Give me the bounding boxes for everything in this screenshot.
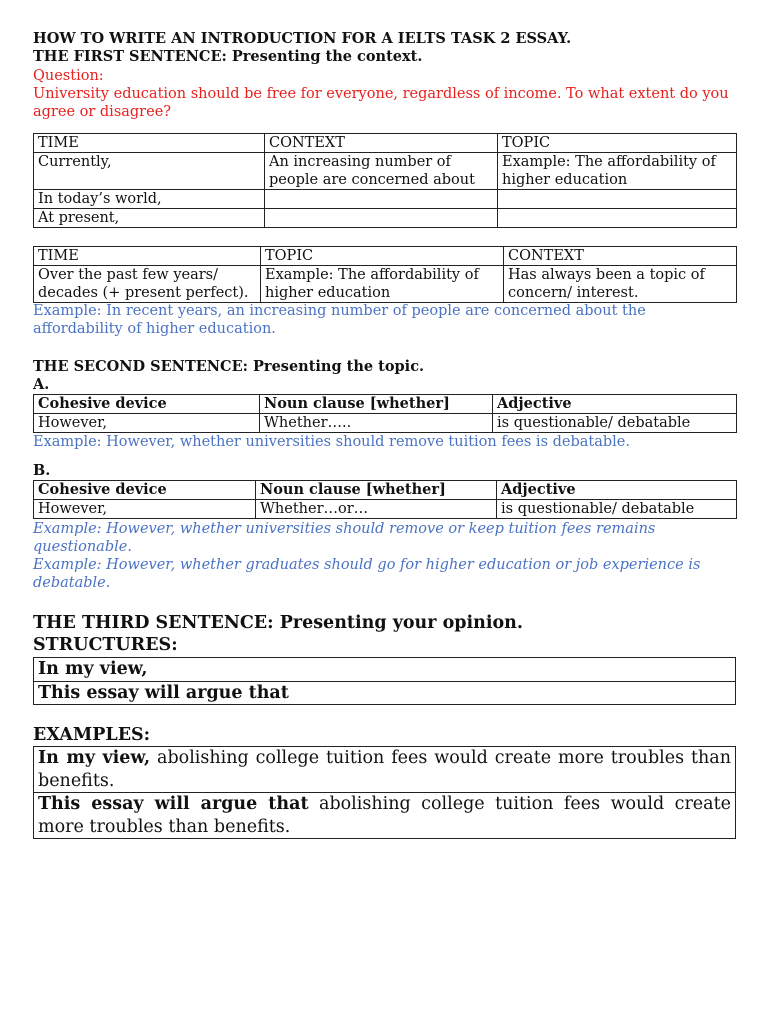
example-lead: This essay will argue that — [38, 794, 309, 814]
table-cell — [265, 190, 498, 209]
header-time: TIME — [34, 247, 261, 266]
table-cell: Example: The affordability of higher education — [498, 153, 737, 190]
example-second-sentence-b1: Example: However, whether universities should remove or keep tuition fees remains questionable. — [33, 521, 656, 555]
example-rest: abolishing college tuition fees would create more troubles than benefits. — [38, 794, 731, 837]
header-time: TIME — [34, 134, 265, 153]
table-header-row — [34, 395, 737, 414]
table-cell — [265, 209, 498, 228]
section-a-label: A. — [33, 376, 50, 393]
table-cell: is questionable/ debatable — [493, 414, 737, 433]
table-cell: An increasing number of people are concerned about — [265, 153, 498, 190]
table-row — [34, 747, 736, 793]
table-cell: Over the past few years/ decades (+ present perfect). — [34, 266, 261, 303]
examples-heading: EXAMPLES: — [33, 725, 151, 745]
example-item — [34, 747, 736, 793]
table-row — [34, 153, 737, 190]
table-cell: Example: The affordability of higher education — [261, 266, 504, 303]
example-second-sentence-a: Example: However, whether universities should remove tuition fees is debatable. — [33, 434, 630, 450]
header-noun-clause: Noun clause [whether] — [260, 395, 493, 414]
examples-table — [33, 746, 736, 839]
table-cell — [498, 209, 737, 228]
table-cell: Currently, — [34, 153, 265, 190]
table-row — [34, 681, 736, 705]
table-cell: Whether….. — [260, 414, 493, 433]
header-cohesive-device: Cohesive device — [34, 395, 260, 414]
table-header-row — [34, 247, 737, 266]
table-row — [34, 414, 737, 433]
structures-heading: STRUCTURES: — [33, 635, 178, 655]
structure-item: This essay will argue that — [34, 681, 736, 705]
table-first-sentence-a — [33, 133, 737, 228]
section-b-label: B. — [33, 462, 51, 479]
table-cell: In today’s world, — [34, 190, 265, 209]
example-second-sentence-b2: Example: However, whether graduates should go for higher education or job experience is debatable. — [33, 557, 701, 591]
table-header-row — [34, 481, 737, 500]
example-rest: abolishing college tuition fees would create more troubles than benefits. — [38, 748, 731, 791]
table-first-sentence-b — [33, 246, 737, 303]
document-title: HOW TO WRITE AN INTRODUCTION FOR A IELTS TASK 2 ESSAY. — [33, 30, 572, 47]
table-second-sentence-b — [33, 480, 737, 519]
table-row — [34, 658, 736, 682]
table-row — [34, 266, 737, 303]
structure-item: In my view, — [34, 658, 736, 682]
question-label: Question: — [33, 68, 104, 84]
table-cell: Has always been a topic of concern/ interest. — [504, 266, 737, 303]
header-context: CONTEXT — [504, 247, 737, 266]
table-cell: At present, — [34, 209, 265, 228]
table-header-row — [34, 134, 737, 153]
header-adjective: Adjective — [497, 481, 737, 500]
third-sentence-heading: THE THIRD SENTENCE: Presenting your opinion. — [33, 613, 523, 633]
table-cell: However, — [34, 500, 256, 519]
example-lead: In my view, — [38, 748, 151, 768]
first-sentence-heading: THE FIRST SENTENCE: Presenting the context. — [33, 48, 423, 65]
table-cell — [498, 190, 737, 209]
table-second-sentence-a — [33, 394, 737, 433]
example-first-sentence: Example: In recent years, an increasing number of people are concerned about the affordability of higher education. — [33, 303, 646, 337]
header-topic: TOPIC — [261, 247, 504, 266]
header-cohesive-device: Cohesive device — [34, 481, 256, 500]
table-row — [34, 190, 737, 209]
table-cell: Whether…or… — [256, 500, 497, 519]
structures-table — [33, 657, 736, 705]
header-adjective: Adjective — [493, 395, 737, 414]
header-topic: TOPIC — [498, 134, 737, 153]
table-row — [34, 793, 736, 839]
question-text: University education should be free for everyone, regardless of income. To what extent do you agree or disagree? — [33, 86, 729, 120]
example-item — [34, 793, 736, 839]
table-cell: However, — [34, 414, 260, 433]
second-sentence-heading: THE SECOND SENTENCE: Presenting the topic. — [33, 358, 425, 375]
table-cell: is questionable/ debatable — [497, 500, 737, 519]
header-context: CONTEXT — [265, 134, 498, 153]
header-noun-clause: Noun clause [whether] — [256, 481, 497, 500]
table-row — [34, 209, 737, 228]
table-row — [34, 500, 737, 519]
